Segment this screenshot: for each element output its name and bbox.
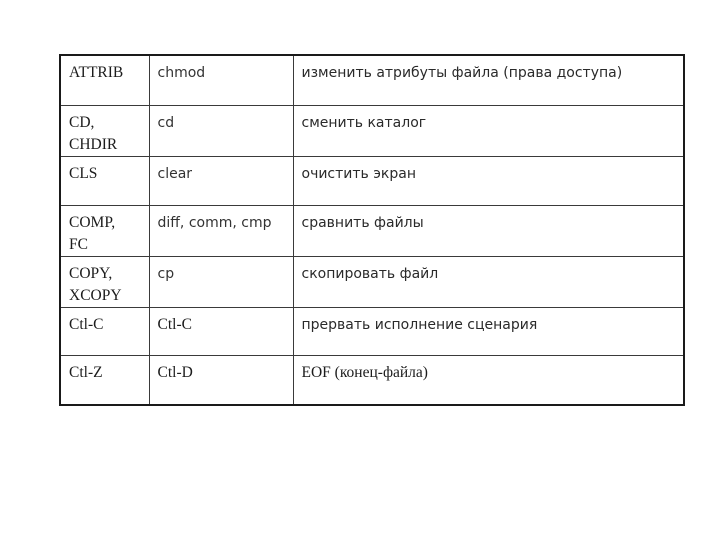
unix-command: clear — [157, 165, 193, 182]
dos-command-cell — [60, 307, 149, 355]
description: EOF (конец-файла) — [301, 363, 428, 381]
dos-command: COMP, FC — [69, 213, 116, 253]
unix-command: chmod — [157, 65, 206, 81]
table-row — [60, 256, 684, 307]
dos-command-cell — [60, 256, 149, 307]
table-row — [60, 105, 684, 156]
unix-command: Ctl-D — [157, 363, 193, 381]
table-row — [60, 307, 684, 355]
unix-command: diff, comm, cmp — [157, 214, 272, 231]
dos-command: ATTRIB — [69, 64, 124, 81]
description-cell — [293, 205, 684, 256]
unix-command-cell — [149, 307, 293, 355]
description: очистить экран — [301, 165, 417, 182]
dos-command: Ctl-Z — [69, 363, 103, 381]
dos-command-cell — [60, 156, 149, 205]
dos-command-cell — [60, 105, 149, 156]
description: сравнить файлы — [301, 214, 424, 231]
table-row — [60, 55, 684, 105]
description-cell — [293, 105, 684, 156]
dos-command: CD, CHDIR — [69, 113, 118, 153]
dos-command: CLS — [69, 164, 98, 182]
table-row — [60, 156, 684, 205]
description: изменить атрибуты файла (права доступа) — [301, 65, 623, 81]
description-cell — [293, 256, 684, 307]
unix-command: Ctl-C — [157, 315, 192, 333]
description-cell — [293, 355, 684, 405]
description-cell — [293, 307, 684, 355]
table-row — [60, 355, 684, 405]
table-row — [60, 205, 684, 256]
unix-command-cell — [149, 55, 293, 105]
command-comparison-table — [59, 54, 685, 406]
description-cell — [293, 156, 684, 205]
description: прервать исполнение сценария — [301, 316, 538, 333]
description: сменить каталог — [301, 114, 427, 131]
unix-command-cell — [149, 105, 293, 156]
description: скопировать файл — [301, 265, 439, 282]
unix-command: cp — [157, 265, 175, 282]
dos-command: COPY, XCOPY — [69, 264, 122, 304]
description-cell — [293, 55, 684, 105]
unix-command-cell — [149, 256, 293, 307]
unix-command: cd — [157, 114, 175, 131]
dos-command: Ctl-C — [69, 315, 104, 333]
unix-command-cell — [149, 205, 293, 256]
dos-command-cell — [60, 355, 149, 405]
unix-command-cell — [149, 355, 293, 405]
dos-command-cell — [60, 55, 149, 105]
unix-command-cell — [149, 156, 293, 205]
dos-command-cell — [60, 205, 149, 256]
